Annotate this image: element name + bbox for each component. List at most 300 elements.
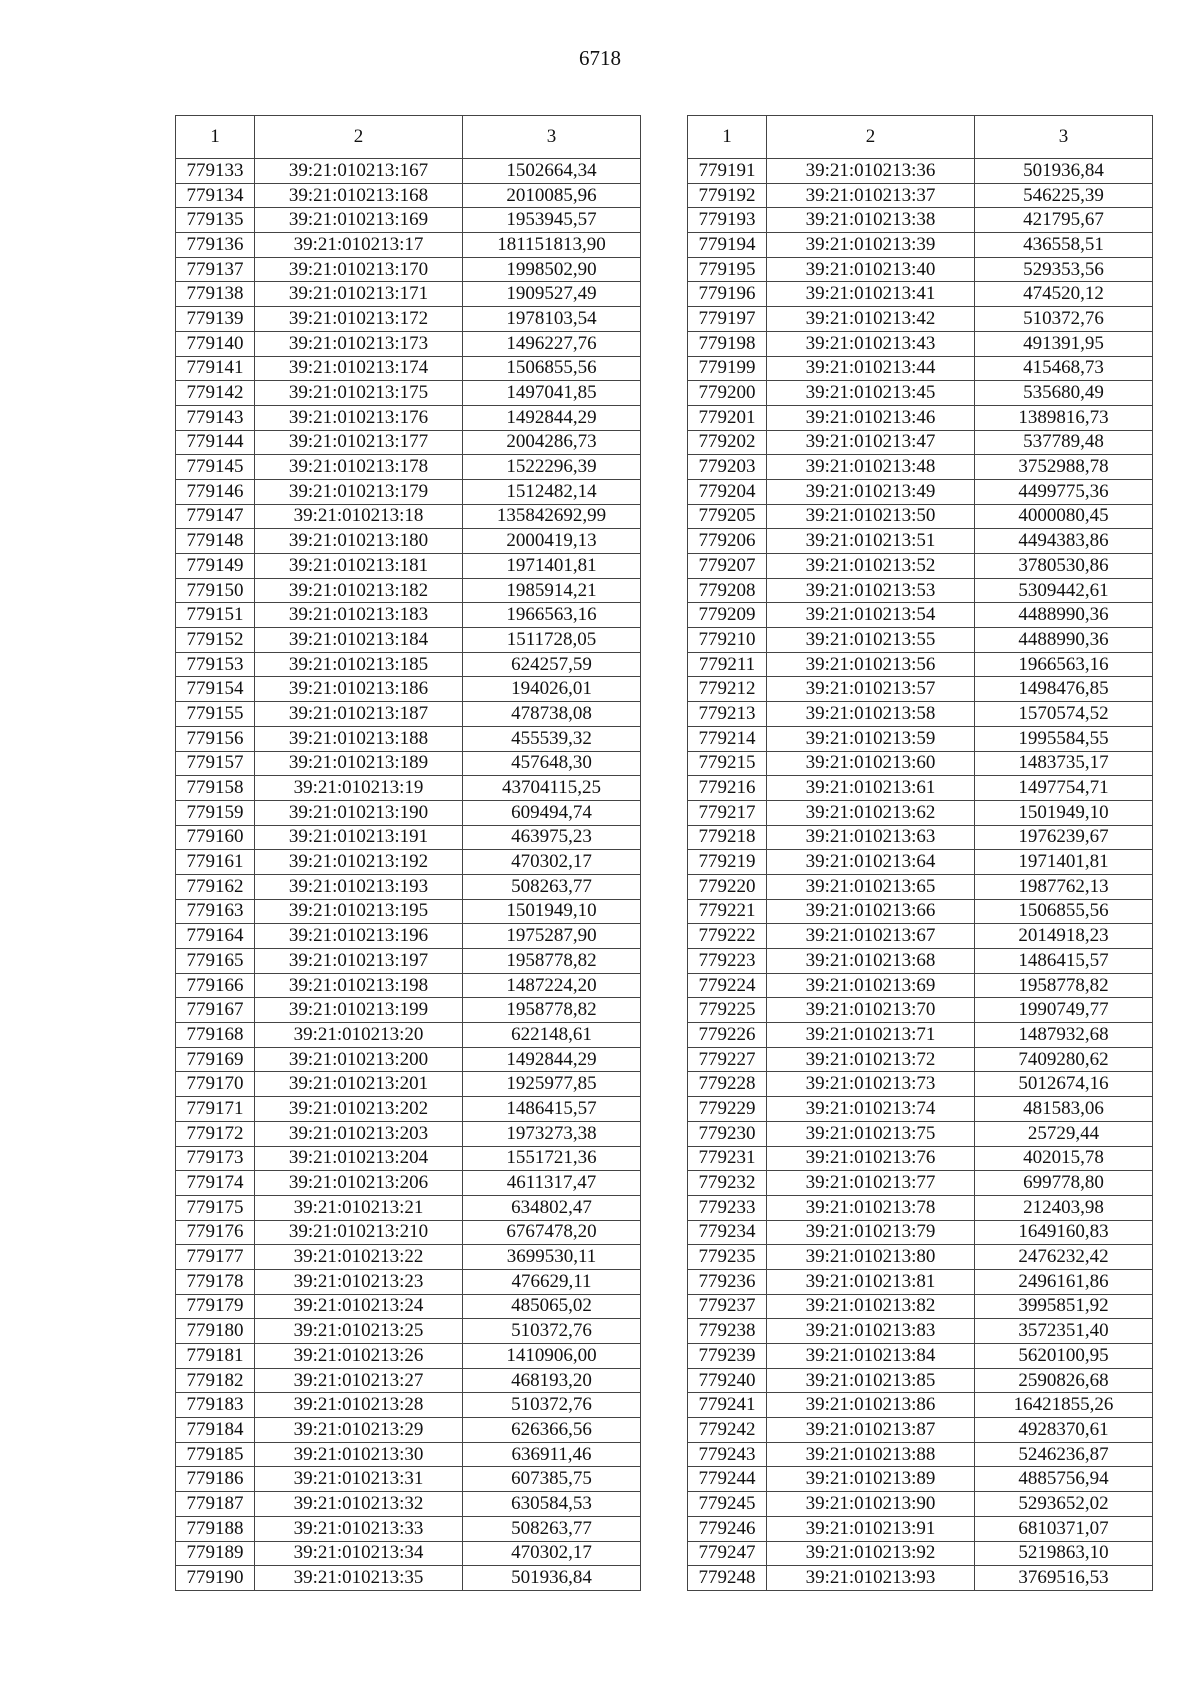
page-number: 6718 (579, 46, 621, 70)
table-row (176, 726, 641, 751)
row-number-cell: 779212 (688, 677, 767, 702)
cadastral-number-cell: 39:21:010213:83 (767, 1319, 975, 1344)
cadastral-number-cell: 39:21:010213:61 (767, 776, 975, 801)
cadastral-number-cell: 39:21:010213:42 (767, 307, 975, 332)
row-number-cell: 779194 (688, 233, 767, 258)
row-number-cell: 779202 (688, 430, 767, 455)
cadastral-number-cell: 39:21:010213:71 (767, 1023, 975, 1048)
value-cell: 1971401,81 (463, 554, 641, 579)
cadastral-number-cell: 39:21:010213:41 (767, 282, 975, 307)
value-cell: 212403,98 (975, 1195, 1153, 1220)
row-number-cell: 779201 (688, 405, 767, 430)
row-number-cell: 779148 (176, 529, 255, 554)
cadastral-number-cell: 39:21:010213:54 (767, 603, 975, 628)
value-cell: 622148,61 (463, 1023, 641, 1048)
table-row (176, 529, 641, 554)
table-row (176, 800, 641, 825)
value-cell: 478738,08 (463, 702, 641, 727)
value-cell: 415468,73 (975, 356, 1153, 381)
row-number-cell: 779161 (176, 850, 255, 875)
cadastral-number-cell: 39:21:010213:185 (255, 652, 463, 677)
table-row (176, 776, 641, 801)
cadastral-number-cell: 39:21:010213:67 (767, 924, 975, 949)
value-cell: 457648,30 (463, 751, 641, 776)
cadastral-number-cell: 39:21:010213:178 (255, 455, 463, 480)
value-cell: 5620100,95 (975, 1344, 1153, 1369)
row-number-cell: 779247 (688, 1541, 767, 1566)
table-row (176, 924, 641, 949)
cadastral-number-cell: 39:21:010213:89 (767, 1467, 975, 1492)
table-row (176, 208, 641, 233)
table-row (688, 257, 1153, 282)
value-cell: 1990749,77 (975, 998, 1153, 1023)
cadastral-number-cell: 39:21:010213:173 (255, 331, 463, 356)
value-cell: 3572351,40 (975, 1319, 1153, 1344)
cadastral-number-cell: 39:21:010213:204 (255, 1146, 463, 1171)
cadastral-number-cell: 39:21:010213:59 (767, 726, 975, 751)
table-row (176, 455, 641, 480)
table-row (176, 1368, 641, 1393)
table-row (688, 1072, 1153, 1097)
value-cell: 1985914,21 (463, 578, 641, 603)
table-row (176, 1467, 641, 1492)
row-number-cell: 779147 (176, 504, 255, 529)
row-number-cell: 779135 (176, 208, 255, 233)
row-number-cell: 779224 (688, 973, 767, 998)
cadastral-number-cell: 39:21:010213:187 (255, 702, 463, 727)
row-number-cell: 779237 (688, 1294, 767, 1319)
table-row (688, 1492, 1153, 1517)
value-cell: 1570574,52 (975, 702, 1153, 727)
cadastral-number-cell: 39:21:010213:174 (255, 356, 463, 381)
cadastral-number-cell: 39:21:010213:30 (255, 1442, 463, 1467)
table-row (176, 874, 641, 899)
table-row (176, 1023, 641, 1048)
value-cell: 1987762,13 (975, 874, 1153, 899)
value-cell: 546225,39 (975, 183, 1153, 208)
cadastral-number-cell: 39:21:010213:202 (255, 1097, 463, 1122)
table-row (176, 1121, 641, 1146)
row-number-cell: 779203 (688, 455, 767, 480)
table-row (176, 603, 641, 628)
row-number-cell: 779149 (176, 554, 255, 579)
row-number-cell: 779175 (176, 1195, 255, 1220)
table-row (176, 282, 641, 307)
cadastral-number-cell: 39:21:010213:179 (255, 479, 463, 504)
row-number-cell: 779143 (176, 405, 255, 430)
table-row (176, 825, 641, 850)
table-row (176, 1319, 641, 1344)
value-cell: 7409280,62 (975, 1047, 1153, 1072)
table-row (688, 776, 1153, 801)
column-header-1: 1 (688, 116, 767, 159)
value-cell: 626366,56 (463, 1418, 641, 1443)
row-number-cell: 779239 (688, 1344, 767, 1369)
cadastral-number-cell: 39:21:010213:25 (255, 1319, 463, 1344)
value-cell: 630584,53 (463, 1492, 641, 1517)
value-cell: 5293652,02 (975, 1492, 1153, 1517)
table-row (688, 1269, 1153, 1294)
cadastral-number-cell: 39:21:010213:184 (255, 628, 463, 653)
cadastral-number-cell: 39:21:010213:23 (255, 1269, 463, 1294)
table-row (176, 307, 641, 332)
table-row (176, 159, 641, 184)
value-cell: 699778,80 (975, 1171, 1153, 1196)
value-cell: 4488990,36 (975, 603, 1153, 628)
cadastral-number-cell: 39:21:010213:200 (255, 1047, 463, 1072)
table-row (688, 1171, 1153, 1196)
cadastral-number-cell: 39:21:010213:201 (255, 1072, 463, 1097)
row-number-cell: 779137 (176, 257, 255, 282)
row-number-cell: 779157 (176, 751, 255, 776)
value-cell: 25729,44 (975, 1121, 1153, 1146)
value-cell: 135842692,99 (463, 504, 641, 529)
row-number-cell: 779210 (688, 628, 767, 653)
value-cell: 1973273,38 (463, 1121, 641, 1146)
cadastral-number-cell: 39:21:010213:171 (255, 282, 463, 307)
cadastral-number-cell: 39:21:010213:78 (767, 1195, 975, 1220)
row-number-cell: 779150 (176, 578, 255, 603)
value-cell: 1925977,85 (463, 1072, 641, 1097)
row-number-cell: 779223 (688, 949, 767, 974)
cadastral-number-cell: 39:21:010213:172 (255, 307, 463, 332)
cadastral-number-cell: 39:21:010213:87 (767, 1418, 975, 1443)
table-row (688, 307, 1153, 332)
row-number-cell: 779240 (688, 1368, 767, 1393)
cadastral-number-cell: 39:21:010213:19 (255, 776, 463, 801)
table-row (688, 949, 1153, 974)
row-number-cell: 779154 (176, 677, 255, 702)
value-cell: 537789,48 (975, 430, 1153, 455)
cadastral-number-cell: 39:21:010213:24 (255, 1294, 463, 1319)
value-cell: 1498476,85 (975, 677, 1153, 702)
value-cell: 1551721,36 (463, 1146, 641, 1171)
table-row (688, 1541, 1153, 1566)
cadastral-number-cell: 39:21:010213:63 (767, 825, 975, 850)
table-row (688, 628, 1153, 653)
value-cell: 2014918,23 (975, 924, 1153, 949)
table-row (176, 677, 641, 702)
row-number-cell: 779133 (176, 159, 255, 184)
cadastral-number-cell: 39:21:010213:199 (255, 998, 463, 1023)
cadastral-number-cell: 39:21:010213:39 (767, 233, 975, 258)
cadastral-number-cell: 39:21:010213:91 (767, 1516, 975, 1541)
value-cell: 3995851,92 (975, 1294, 1153, 1319)
row-number-cell: 779153 (176, 652, 255, 677)
cadastral-number-cell: 39:21:010213:50 (767, 504, 975, 529)
value-cell: 634802,47 (463, 1195, 641, 1220)
cadastral-number-cell: 39:21:010213:186 (255, 677, 463, 702)
cadastral-number-cell: 39:21:010213:21 (255, 1195, 463, 1220)
value-cell: 510372,76 (463, 1319, 641, 1344)
value-cell: 402015,78 (975, 1146, 1153, 1171)
row-number-cell: 779163 (176, 899, 255, 924)
row-number-cell: 779151 (176, 603, 255, 628)
table-row (688, 924, 1153, 949)
cadastral-number-cell: 39:21:010213:177 (255, 430, 463, 455)
row-number-cell: 779136 (176, 233, 255, 258)
row-number-cell: 779196 (688, 282, 767, 307)
row-number-cell: 779183 (176, 1393, 255, 1418)
row-number-cell: 779193 (688, 208, 767, 233)
row-number-cell: 779231 (688, 1146, 767, 1171)
cadastral-number-cell: 39:21:010213:80 (767, 1245, 975, 1270)
value-cell: 485065,02 (463, 1294, 641, 1319)
table-row (176, 702, 641, 727)
value-cell: 470302,17 (463, 850, 641, 875)
row-number-cell: 779169 (176, 1047, 255, 1072)
table-row (176, 1442, 641, 1467)
row-number-cell: 779219 (688, 850, 767, 875)
table-row (688, 554, 1153, 579)
row-number-cell: 779228 (688, 1072, 767, 1097)
table-row (688, 702, 1153, 727)
cadastral-number-cell: 39:21:010213:60 (767, 751, 975, 776)
value-cell: 194026,01 (463, 677, 641, 702)
row-number-cell: 779242 (688, 1418, 767, 1443)
cadastral-number-cell: 39:21:010213:77 (767, 1171, 975, 1196)
table-row (688, 1566, 1153, 1591)
value-cell: 463975,23 (463, 825, 641, 850)
row-number-cell: 779205 (688, 504, 767, 529)
cadastral-number-cell: 39:21:010213:33 (255, 1516, 463, 1541)
value-cell: 3769516,53 (975, 1566, 1153, 1591)
value-cell: 474520,12 (975, 282, 1153, 307)
table-row (688, 899, 1153, 924)
row-number-cell: 779173 (176, 1146, 255, 1171)
row-number-cell: 779230 (688, 1121, 767, 1146)
value-cell: 181151813,90 (463, 233, 641, 258)
value-cell: 1492844,29 (463, 405, 641, 430)
cadastral-number-cell: 39:21:010213:167 (255, 159, 463, 184)
row-number-cell: 779245 (688, 1492, 767, 1517)
cadastral-number-cell: 39:21:010213:203 (255, 1121, 463, 1146)
row-number-cell: 779236 (688, 1269, 767, 1294)
value-cell: 1976239,67 (975, 825, 1153, 850)
table-row (176, 1269, 641, 1294)
value-cell: 1958778,82 (975, 973, 1153, 998)
table-row (176, 381, 641, 406)
table-row (176, 1294, 641, 1319)
cadastral-number-cell: 39:21:010213:75 (767, 1121, 975, 1146)
value-cell: 1487932,68 (975, 1023, 1153, 1048)
table-row (176, 949, 641, 974)
value-cell: 624257,59 (463, 652, 641, 677)
table-row (688, 1047, 1153, 1072)
table-row (176, 973, 641, 998)
table-row (176, 1047, 641, 1072)
table-row (176, 233, 641, 258)
value-cell: 43704115,25 (463, 776, 641, 801)
table-row (176, 578, 641, 603)
cadastral-number-cell: 39:21:010213:48 (767, 455, 975, 480)
value-cell: 1410906,00 (463, 1344, 641, 1369)
row-number-cell: 779226 (688, 1023, 767, 1048)
cadastral-number-cell: 39:21:010213:93 (767, 1566, 975, 1591)
value-cell: 1496227,76 (463, 331, 641, 356)
cadastral-number-cell: 39:21:010213:64 (767, 850, 975, 875)
table-row (176, 1541, 641, 1566)
table-row (688, 529, 1153, 554)
row-number-cell: 779168 (176, 1023, 255, 1048)
value-cell: 1953945,57 (463, 208, 641, 233)
row-number-cell: 779217 (688, 800, 767, 825)
cadastral-number-cell: 39:21:010213:189 (255, 751, 463, 776)
value-cell: 1492844,29 (463, 1047, 641, 1072)
value-cell: 1971401,81 (975, 850, 1153, 875)
row-number-cell: 779138 (176, 282, 255, 307)
table-row (176, 183, 641, 208)
value-cell: 1502664,34 (463, 159, 641, 184)
cadastral-number-cell: 39:21:010213:192 (255, 850, 463, 875)
table-row (176, 331, 641, 356)
row-number-cell: 779156 (176, 726, 255, 751)
value-cell: 1486415,57 (463, 1097, 641, 1122)
value-cell: 636911,46 (463, 1442, 641, 1467)
cadastral-number-cell: 39:21:010213:73 (767, 1072, 975, 1097)
cadastral-number-cell: 39:21:010213:81 (767, 1269, 975, 1294)
value-cell: 481583,06 (975, 1097, 1153, 1122)
table-row (688, 1220, 1153, 1245)
cadastral-number-cell: 39:21:010213:70 (767, 998, 975, 1023)
value-cell: 1506855,56 (975, 899, 1153, 924)
value-cell: 1511728,05 (463, 628, 641, 653)
column-header-2: 2 (255, 116, 463, 159)
data-table-right (687, 115, 1153, 1591)
table-row (176, 1220, 641, 1245)
table-row (688, 430, 1153, 455)
row-number-cell: 779215 (688, 751, 767, 776)
value-cell: 5219863,10 (975, 1541, 1153, 1566)
value-cell: 1995584,55 (975, 726, 1153, 751)
value-cell: 1486415,57 (975, 949, 1153, 974)
value-cell: 1649160,83 (975, 1220, 1153, 1245)
table-row (176, 1418, 641, 1443)
cadastral-number-cell: 39:21:010213:32 (255, 1492, 463, 1517)
row-number-cell: 779229 (688, 1097, 767, 1122)
cadastral-number-cell: 39:21:010213:72 (767, 1047, 975, 1072)
cadastral-number-cell: 39:21:010213:79 (767, 1220, 975, 1245)
row-number-cell: 779227 (688, 1047, 767, 1072)
table-row (688, 973, 1153, 998)
table-row (176, 1566, 641, 1591)
row-number-cell: 779206 (688, 529, 767, 554)
row-number-cell: 779214 (688, 726, 767, 751)
row-number-cell: 779146 (176, 479, 255, 504)
table-row (688, 1516, 1153, 1541)
table-row (688, 331, 1153, 356)
cadastral-number-cell: 39:21:010213:193 (255, 874, 463, 899)
row-number-cell: 779144 (176, 430, 255, 455)
value-cell: 2004286,73 (463, 430, 641, 455)
table-row (688, 1418, 1153, 1443)
value-cell: 501936,84 (463, 1566, 641, 1591)
header-row (688, 116, 1153, 159)
table-row (176, 850, 641, 875)
cadastral-number-cell: 39:21:010213:43 (767, 331, 975, 356)
table-row (688, 1023, 1153, 1048)
value-cell: 2590826,68 (975, 1368, 1153, 1393)
cadastral-number-cell: 39:21:010213:36 (767, 159, 975, 184)
table-row (688, 1146, 1153, 1171)
row-number-cell: 779248 (688, 1566, 767, 1591)
value-cell: 607385,75 (463, 1467, 641, 1492)
row-number-cell: 779186 (176, 1467, 255, 1492)
table-row (688, 874, 1153, 899)
table-row (688, 800, 1153, 825)
value-cell: 1978103,54 (463, 307, 641, 332)
value-cell: 4499775,36 (975, 479, 1153, 504)
table-row (688, 159, 1153, 184)
cadastral-number-cell: 39:21:010213:85 (767, 1368, 975, 1393)
row-number-cell: 779140 (176, 331, 255, 356)
table-row (176, 504, 641, 529)
table-row (176, 430, 641, 455)
cadastral-number-cell: 39:21:010213:46 (767, 405, 975, 430)
table-row (688, 1393, 1153, 1418)
cadastral-number-cell: 39:21:010213:53 (767, 578, 975, 603)
cadastral-number-cell: 39:21:010213:44 (767, 356, 975, 381)
row-number-cell: 779241 (688, 1393, 767, 1418)
row-number-cell: 779246 (688, 1516, 767, 1541)
table-row (688, 1368, 1153, 1393)
table-row (688, 603, 1153, 628)
row-number-cell: 779238 (688, 1319, 767, 1344)
value-cell: 455539,32 (463, 726, 641, 751)
row-number-cell: 779155 (176, 702, 255, 727)
column-header-3: 3 (463, 116, 641, 159)
row-number-cell: 779209 (688, 603, 767, 628)
table-row (688, 677, 1153, 702)
row-number-cell: 779197 (688, 307, 767, 332)
value-cell: 609494,74 (463, 800, 641, 825)
cadastral-number-cell: 39:21:010213:188 (255, 726, 463, 751)
header-row (176, 116, 641, 159)
row-number-cell: 779200 (688, 381, 767, 406)
table-row (688, 183, 1153, 208)
table-row (176, 628, 641, 653)
cadastral-number-cell: 39:21:010213:90 (767, 1492, 975, 1517)
value-cell: 1497041,85 (463, 381, 641, 406)
value-cell: 4488990,36 (975, 628, 1153, 653)
table-row (688, 1121, 1153, 1146)
table-row (176, 1171, 641, 1196)
cadastral-number-cell: 39:21:010213:206 (255, 1171, 463, 1196)
table-row (176, 257, 641, 282)
value-cell: 508263,77 (463, 874, 641, 899)
table-row (176, 1097, 641, 1122)
value-cell: 529353,56 (975, 257, 1153, 282)
value-cell: 510372,76 (975, 307, 1153, 332)
row-number-cell: 779174 (176, 1171, 255, 1196)
value-cell: 1487224,20 (463, 973, 641, 998)
row-number-cell: 779234 (688, 1220, 767, 1245)
value-cell: 1501949,10 (463, 899, 641, 924)
cadastral-number-cell: 39:21:010213:82 (767, 1294, 975, 1319)
value-cell: 510372,76 (463, 1393, 641, 1418)
table-row (176, 1146, 641, 1171)
row-number-cell: 779158 (176, 776, 255, 801)
row-number-cell: 779235 (688, 1245, 767, 1270)
value-cell: 470302,17 (463, 1541, 641, 1566)
value-cell: 436558,51 (975, 233, 1153, 258)
value-cell: 1506855,56 (463, 356, 641, 381)
cadastral-number-cell: 39:21:010213:34 (255, 1541, 463, 1566)
row-number-cell: 779225 (688, 998, 767, 1023)
value-cell: 1975287,90 (463, 924, 641, 949)
row-number-cell: 779207 (688, 554, 767, 579)
value-cell: 6767478,20 (463, 1220, 641, 1245)
